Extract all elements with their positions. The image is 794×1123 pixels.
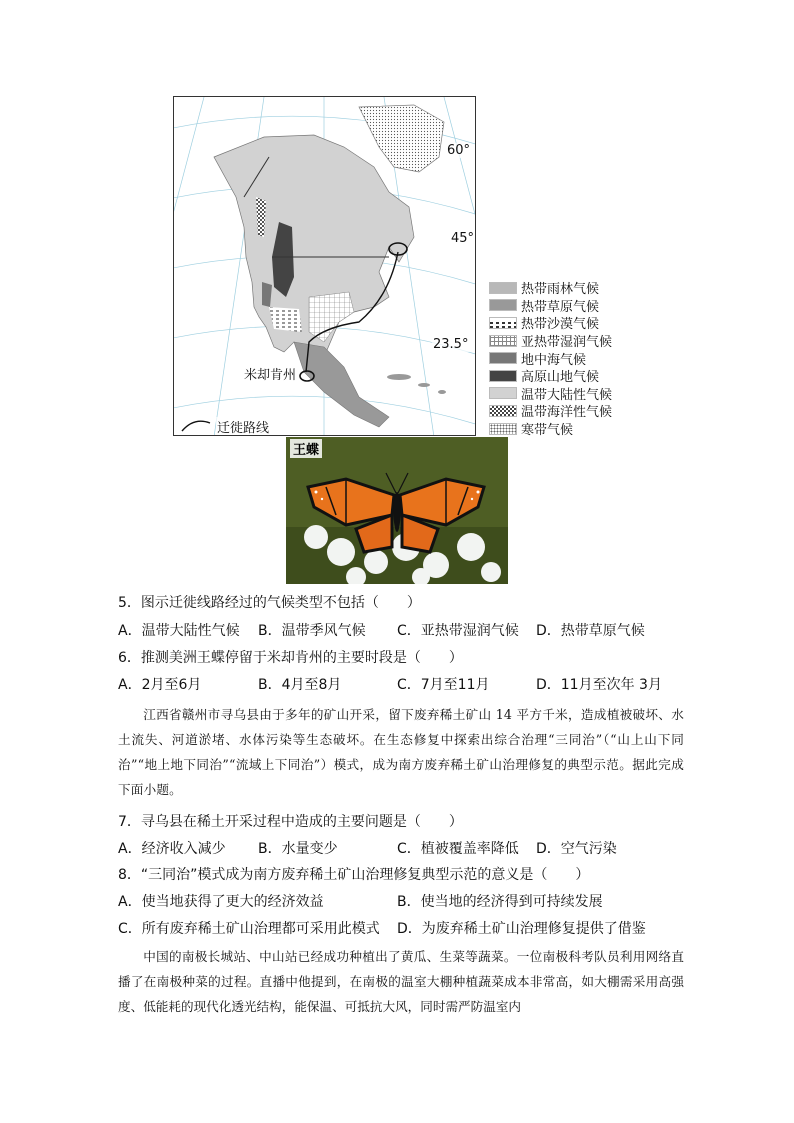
legend-item	[489, 349, 629, 367]
q7-option-d: D．空气污染	[536, 841, 617, 857]
legend-swatch	[489, 282, 517, 294]
desert-region	[269, 307, 302, 332]
greenland	[359, 105, 444, 172]
q6-stem: 6．推测美洲王蝶停留于米却肯州的主要时段是（ ）	[118, 650, 463, 666]
climate-legend	[489, 279, 629, 437]
legend-label: 亚热带湿润气候	[521, 335, 613, 351]
legend-item	[489, 402, 629, 420]
place-label: 米却肯州	[243, 364, 297, 383]
q5-stem: 5．图示迁徙线路经过的气候类型不包括（ ）	[118, 595, 421, 611]
legend-label: 温带海洋性气候	[521, 405, 613, 421]
q7-option-b: B．水量变少	[258, 841, 338, 857]
legend-item	[489, 367, 629, 385]
legend-label: 热带雨林气候	[521, 282, 600, 298]
legend-swatch	[489, 335, 517, 347]
passage-antarctic	[118, 944, 684, 1019]
legend-item	[489, 297, 629, 315]
legend-item	[489, 420, 629, 438]
q7-option-a: A．经济收入减少	[118, 841, 226, 857]
legend-label: 地中海气候	[521, 352, 587, 368]
q5-option-b: B．温带季风气候	[258, 623, 366, 639]
passage-rare-earth	[118, 702, 684, 802]
legend-item	[489, 314, 629, 332]
legend-item	[489, 332, 629, 350]
legend-label: 热带草原气候	[521, 299, 600, 315]
q5-option-a: A．温带大陆性气候	[118, 623, 240, 639]
q8-option-c: C．所有废弃稀土矿山治理都可采用此模式	[118, 921, 380, 937]
legend-item	[489, 279, 629, 297]
caribbean-islands	[387, 374, 446, 394]
legend-swatch	[489, 352, 517, 364]
climate-map	[173, 96, 476, 436]
q5-option-c: C．亚热带湿润气候	[397, 623, 519, 639]
legend-swatch	[489, 387, 517, 399]
butterfly-image	[286, 437, 508, 584]
legend-label: 温带大陆性气候	[521, 387, 613, 403]
north-america-map	[174, 97, 476, 436]
legend-item	[489, 385, 629, 403]
q7-option-c: C．植被覆盖率降低	[397, 841, 519, 857]
passage-antarctic-text: 中国的南极长城站、中山站已经成功种植出了黄瓜、生菜等蔬菜。一位南极科考队员利用网络直播了在南极种菜的过程。直播中他提到，在南极的温室大棚种植蔬菜成本非常高，如大棚需采用高强度、低能耗的现代化透光结构，能保温、可抵抗大风，同时需严防温室内	[118, 949, 684, 1014]
lat-label-60: 60°	[447, 143, 471, 158]
q8-option-b: B．使当地的经济得到可持续发展	[397, 894, 603, 910]
lat-label-45: 45°	[451, 231, 475, 246]
q6-option-c: C．7月至11月	[397, 677, 490, 693]
q6-option-d: D．11月至次年 3月	[536, 677, 662, 693]
legend-label: 寒带气候	[521, 423, 574, 439]
legend-swatch	[489, 423, 517, 435]
q8-option-a: A．使当地获得了更大的经济效益	[118, 894, 324, 910]
q6-option-b: B．4月至8月	[258, 677, 342, 693]
legend-swatch	[489, 370, 517, 382]
legend-label: 高原山地气候	[521, 370, 600, 386]
legend-swatch	[489, 299, 517, 311]
lat-label-23-5: 23.5°	[433, 337, 469, 352]
legend-swatch	[489, 405, 517, 417]
q8-stem: 8．“三同治”模式成为南方废弃稀土矿山治理修复典型示范的意义是（ ）	[118, 867, 590, 883]
monarch-photo	[286, 437, 508, 584]
route-legend-label: 迁徙路线	[216, 417, 270, 436]
passage-rare-earth-text: 江西省赣州市寻乌县由于多年的矿山开采，留下废弃稀土矿山 14 平方千米，造成植被破坏、水土流失、河道淤堵、水体污染等生态破坏。在生态修复中探索出综合治理“三同治”（“山上山下同治”“地上地下同治”“流域上下同治”）模式，成为南方废弃稀土矿山治理修复的典型示范。据此完成下面小题。	[118, 707, 684, 797]
legend-label: 热带沙漠气候	[521, 317, 600, 333]
q5-option-d: D．热带草原气候	[536, 623, 645, 639]
q8-option-d: D．为废弃稀土矿山治理修复提供了借鉴	[397, 921, 646, 937]
q7-stem: 7．寻乌县在稀土开采过程中造成的主要问题是（ ）	[118, 814, 463, 830]
q6-option-a: A．2月至6月	[118, 677, 202, 693]
photo-label: 王蝶	[290, 439, 322, 458]
route-legend-line	[182, 421, 210, 431]
legend-swatch	[489, 317, 517, 329]
